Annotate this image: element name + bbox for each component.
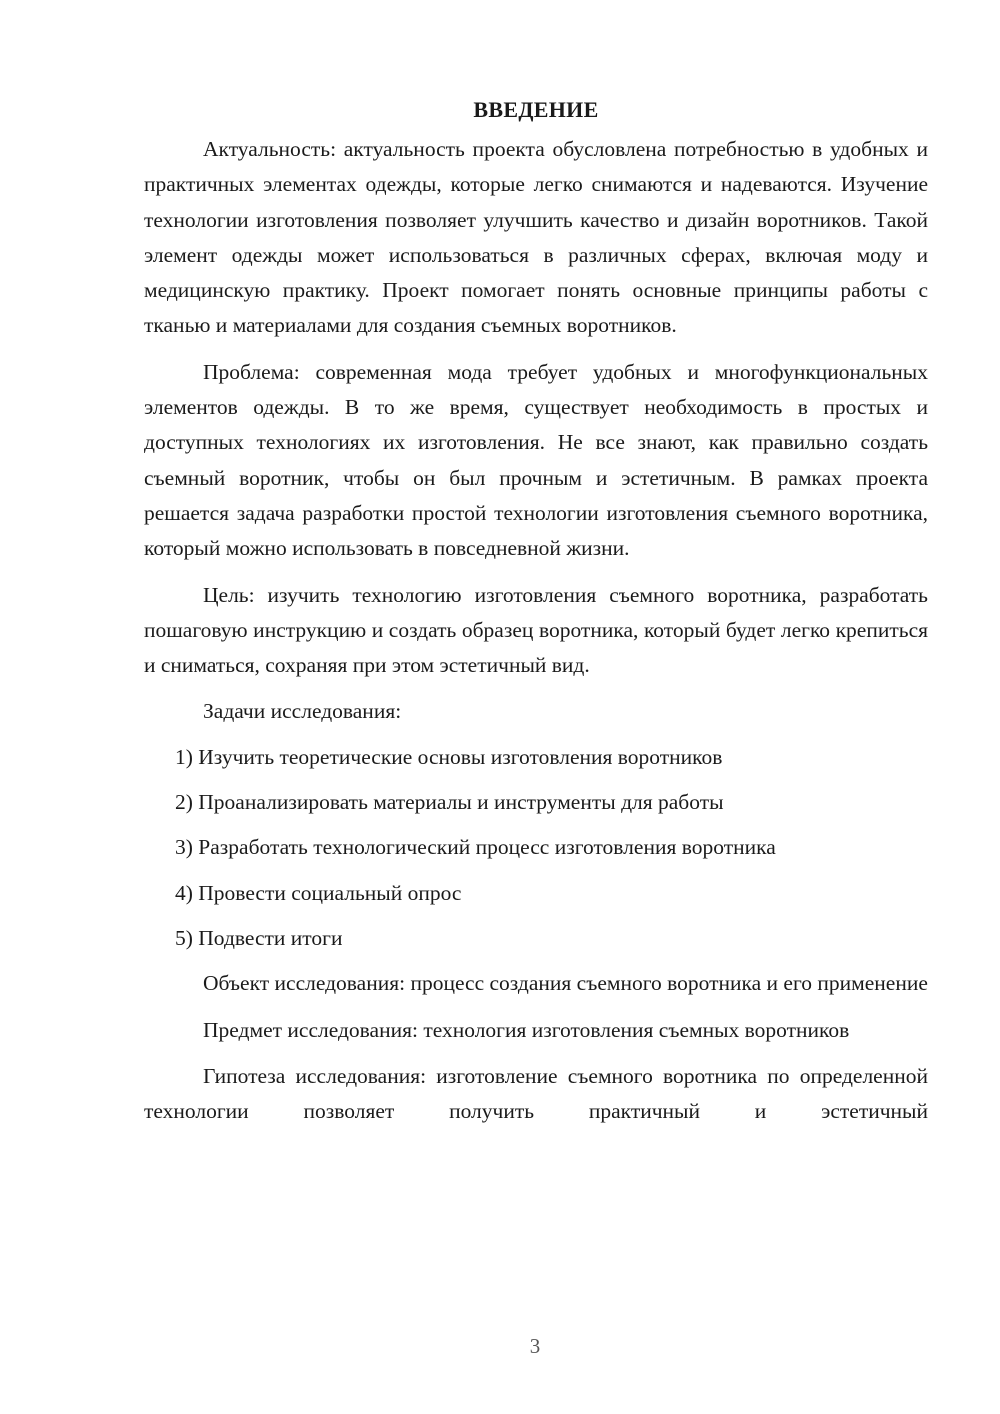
goal-paragraph: Цель: изучить технологию изготовления съемного воротника, разработать пошаговую инструкцию и создать образец воротника, который будет легко крепиться и сниматься, сохраняя при этом эстетичный вид. [144,582,928,678]
page-title: ВВЕДЕНИЕ [473,97,599,122]
task-item-2: 2) Проанализировать материалы и инструменты для работы [175,790,724,815]
task-item-3: 3) Разработать технологический процесс изготовления воротника [175,835,776,860]
task-item-4: 4) Провести социальный опрос [175,880,462,905]
tasks-heading: Задачи исследования: [203,699,402,724]
problem-paragraph: Проблема: современная мода требует удобных и многофункциональных элементов одежды. В то же время, существует необходимость в простых и доступных технологиях их изготовления. Не все знают, как правильно создать съемный воротник, чтобы он был прочным и эстетичным. В рамках проекта решается задача разработки простой технологии изготовления съемного воротника, который можно использовать в повседневной жизни. [144,359,928,561]
object-paragraph: Объект исследования: процесс создания съемного воротника и его применение [203,971,928,996]
subject-paragraph: Предмет исследования: технология изготовления съемных воротников [203,1017,850,1042]
relevance-paragraph: Актуальность: актуальность проекта обусловлена потребностью в удобных и практичных элементах одежды, которые легко снимаются и надеваются. Изучение технологии изготовления позволяет улучшить качество и дизайн воротников. Такой элемент одежды может использоваться в различных сферах, включая моду и медицинскую практику. Проект помогает понять основные принципы работы с тканью и материалами для создания съемных воротников. [144,137,928,338]
document-page [144,92,928,1140]
task-item-5: 5) Подвести итоги [175,925,343,950]
tasks-list [144,740,928,956]
task-item-1: 1) Изучить теоретические основы изготовления воротников [175,744,723,769]
page-number: 3 [529,1334,541,1358]
hypothesis-paragraph: Гипотеза исследования: изготовление съемного воротника по определенной технологии позволяет получить практичный и эстетичный [144,1063,928,1124]
